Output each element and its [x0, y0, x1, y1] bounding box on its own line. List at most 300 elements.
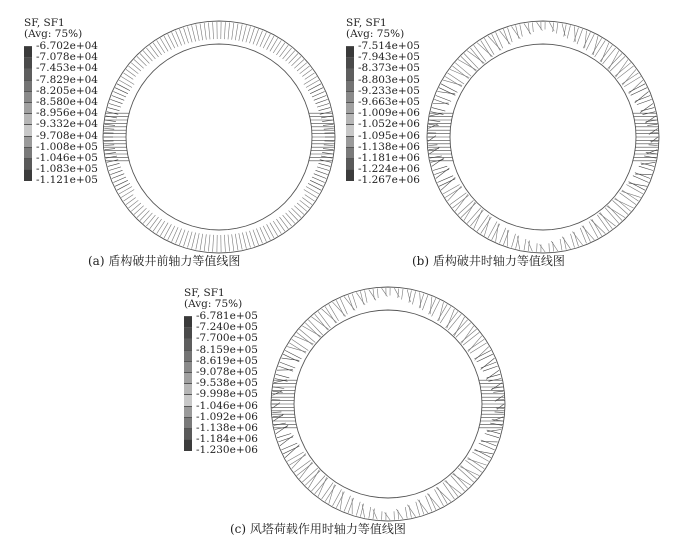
legend-title: SF, SF1 — [184, 287, 225, 299]
contour-line — [520, 24, 523, 36]
contour-line — [429, 120, 440, 122]
contour-line — [283, 48, 292, 59]
contour-line — [286, 51, 295, 62]
contour-line — [432, 108, 446, 112]
caption-b: (b) 盾构破井时轴力等值线图 — [412, 254, 565, 268]
contour-line — [591, 220, 606, 234]
contour-line — [319, 163, 331, 166]
contour-line — [437, 487, 447, 504]
contour-ring-a — [100, 18, 338, 256]
contour-line — [134, 206, 144, 215]
contour-line — [213, 22, 214, 39]
contour-line — [430, 297, 432, 315]
legend-value: -1.083e+05 — [36, 163, 98, 176]
legend-value: -1.224e+06 — [358, 163, 420, 176]
contour-line — [282, 358, 300, 360]
contour-line — [192, 25, 196, 41]
contour-line — [495, 412, 504, 413]
legend-value: -8.580e+04 — [36, 96, 98, 108]
contour-line — [308, 470, 319, 489]
contour-line — [557, 23, 558, 34]
contour-line — [294, 460, 310, 472]
contour-line — [429, 298, 436, 314]
ring-inner-edge — [450, 44, 636, 230]
contour-line — [382, 288, 388, 296]
contour-line — [276, 43, 285, 55]
contour-line — [242, 25, 246, 41]
legend-subtitle: (Avg: 75%) — [24, 28, 83, 40]
legend-value: -9.332e+04 — [36, 118, 98, 131]
legend-value: -1.184e+06 — [196, 433, 258, 446]
contour-ring-c — [268, 284, 508, 524]
contour-line — [336, 492, 344, 508]
contour-line — [239, 24, 242, 40]
contour-line — [537, 243, 538, 252]
contour-line — [323, 124, 333, 125]
contour-line — [483, 366, 498, 371]
contour-line — [105, 152, 116, 154]
legend-value: -7.943e+05 — [358, 51, 420, 64]
contour-line — [626, 185, 643, 194]
contour-line — [228, 235, 230, 252]
contour-line — [412, 291, 415, 304]
contour-line — [200, 234, 203, 251]
contour-line — [430, 113, 443, 116]
contour-line — [409, 505, 412, 517]
contour-line — [246, 26, 251, 42]
contour-line — [105, 149, 115, 150]
legend-value: -9.998e+05 — [196, 388, 258, 401]
contour-line — [369, 507, 371, 518]
contour-line — [562, 237, 570, 249]
ring-inner-edge — [126, 44, 312, 230]
contour-line — [150, 45, 159, 57]
contour-line — [609, 51, 619, 70]
legend-value: -6.702e+04 — [36, 40, 98, 52]
contour-line — [109, 104, 121, 108]
contour-line — [276, 374, 289, 378]
ring-inner-edge — [294, 310, 482, 498]
contour-line — [131, 63, 141, 71]
contour-line — [104, 129, 114, 130]
legend-value: -9.663e+05 — [358, 96, 420, 108]
contour-line — [224, 22, 225, 39]
contour-line — [532, 23, 533, 33]
contour-line — [629, 84, 645, 93]
contour-line — [110, 99, 122, 103]
contour-line — [235, 234, 238, 251]
contour-line — [289, 211, 298, 221]
contour-line — [407, 505, 415, 517]
contour-line — [153, 43, 162, 55]
contour-line — [208, 235, 210, 252]
contour-line — [356, 502, 360, 516]
contour-line — [624, 77, 641, 87]
contour-line — [439, 88, 455, 96]
contour-line — [283, 354, 299, 362]
contour-line — [208, 23, 210, 40]
legend-b — [346, 18, 404, 40]
contour-line — [283, 215, 292, 226]
contour-line — [276, 219, 285, 231]
contour-line — [239, 233, 242, 249]
contour-line — [433, 166, 447, 170]
contour-line — [273, 221, 281, 234]
contour-line — [294, 60, 304, 69]
legend-value: -7.514e+05 — [358, 40, 420, 52]
contour-line — [352, 294, 357, 309]
contour-line — [356, 292, 365, 305]
contour-line — [405, 507, 407, 518]
contour-line — [446, 480, 458, 496]
contour-line — [146, 215, 155, 226]
ring-outer-edge — [271, 287, 505, 521]
contour-line — [468, 336, 482, 352]
legend-value: -9.233e+05 — [358, 84, 420, 97]
contour-line — [485, 434, 499, 438]
legend-value: -8.373e+05 — [358, 62, 420, 75]
contour-line — [286, 213, 295, 224]
contour-line — [153, 219, 162, 231]
contour-line — [273, 416, 283, 417]
contour-line — [629, 182, 645, 191]
legend-value: -7.078e+04 — [36, 51, 98, 64]
contour-line — [192, 233, 196, 249]
contour-line — [540, 244, 546, 252]
contour-line — [450, 193, 466, 205]
contour-line — [492, 224, 500, 240]
contour-line — [373, 289, 374, 300]
contour-line — [188, 232, 193, 248]
contour-line — [306, 187, 319, 194]
contour-line — [263, 34, 270, 48]
contour-line — [204, 234, 206, 251]
legend-value: -1.138e+06 — [358, 140, 420, 153]
contour-line — [283, 446, 299, 454]
contour-line — [622, 69, 636, 85]
contour-line — [294, 206, 304, 215]
contour-line — [464, 202, 475, 221]
contour-line — [232, 234, 234, 251]
contour-line — [651, 137, 658, 142]
legend-value: -7.453e+04 — [36, 62, 98, 75]
contour-line — [385, 512, 391, 520]
contour-line — [246, 232, 251, 248]
contour-line — [302, 326, 321, 337]
contour-line — [110, 170, 122, 174]
contour-line — [134, 60, 144, 69]
contour-line — [586, 34, 594, 50]
contour-line — [488, 222, 497, 239]
contour-line — [475, 347, 489, 361]
contour-line — [443, 483, 455, 500]
legend-a — [24, 18, 82, 40]
contour-line — [270, 223, 278, 236]
legend-value: -1.046e+05 — [36, 152, 98, 164]
contour-line — [458, 60, 477, 71]
contour-line — [270, 38, 278, 51]
contour-line — [439, 179, 455, 187]
caption-c: (c) 风塔荷载作用时轴力等值线图 — [230, 522, 406, 536]
contour-line — [432, 158, 444, 167]
contour-line — [437, 92, 455, 94]
legend-value: -1.052e+06 — [358, 118, 420, 131]
contour-line — [577, 29, 583, 44]
contour-line — [585, 31, 587, 48]
legend-swatch — [24, 169, 32, 181]
contour-line — [614, 199, 633, 208]
contour-line — [516, 25, 519, 38]
legend-value: -1.008e+05 — [36, 140, 98, 153]
contour-line — [272, 412, 281, 413]
contour-line — [474, 451, 492, 454]
contour-line — [137, 56, 147, 65]
contour-line — [104, 145, 114, 146]
contour-line — [645, 116, 656, 123]
legend-value: -6.781e+05 — [196, 310, 258, 322]
contour-line — [336, 300, 344, 316]
contour-line — [228, 23, 230, 40]
legend-value: -9.708e+04 — [36, 129, 98, 142]
contour-line — [644, 156, 656, 158]
legend-value: -1.121e+05 — [36, 174, 98, 187]
contour-line — [496, 224, 499, 242]
contour-line — [493, 391, 503, 392]
contour-line — [140, 54, 149, 64]
contour-line — [292, 454, 306, 469]
contour-line — [304, 77, 317, 85]
contour-line — [164, 224, 171, 238]
contour-line — [468, 339, 485, 350]
legend-value: -8.803e+05 — [358, 73, 420, 86]
contour-line — [317, 104, 329, 108]
contour-line — [549, 243, 550, 252]
contour-line — [250, 28, 255, 44]
contour-line — [583, 32, 590, 48]
contour-line — [428, 145, 437, 146]
contour-line — [267, 36, 274, 50]
contour-line — [112, 174, 124, 179]
contour-line — [360, 291, 363, 304]
contour-line — [321, 116, 332, 118]
contour-line — [119, 187, 132, 194]
contour-line — [196, 24, 199, 40]
contour-line — [314, 96, 326, 101]
contour-line — [280, 217, 289, 229]
contour-line — [113, 177, 126, 183]
contour-line — [454, 317, 464, 336]
contour-line — [312, 177, 325, 183]
contour-line — [635, 174, 652, 175]
contour-line — [512, 234, 516, 248]
legend-value: -1.138e+06 — [196, 422, 258, 434]
contour-line — [146, 48, 155, 59]
contour-line — [365, 290, 368, 302]
contour-line — [184, 231, 189, 247]
legend-swatch — [346, 169, 354, 181]
contour-line — [441, 84, 457, 93]
contour-line — [297, 63, 307, 71]
contour-line — [299, 462, 312, 479]
legend-value: -7.700e+05 — [196, 332, 258, 345]
contour-line — [278, 366, 293, 371]
contour-line — [422, 295, 428, 310]
contour-line — [537, 22, 543, 30]
legend-value: -9.078e+05 — [196, 366, 258, 378]
contour-line — [314, 174, 326, 179]
contour-line — [184, 28, 189, 44]
contour-line — [641, 108, 655, 112]
contour-line — [168, 226, 175, 240]
contour-line — [292, 208, 302, 217]
contour-line — [324, 145, 334, 146]
contour-line — [108, 108, 120, 111]
contour-line — [468, 458, 485, 469]
contour-line — [168, 34, 175, 48]
contour-line — [512, 26, 521, 39]
contour-line — [213, 235, 214, 252]
contour-line — [164, 36, 171, 50]
contour-line — [497, 404, 504, 409]
contour-line — [276, 425, 288, 434]
contour-line — [475, 449, 491, 458]
contour-line — [528, 23, 529, 34]
contour-line — [467, 51, 484, 64]
contour-line — [444, 481, 461, 494]
legend-title: SF, SF1 — [346, 17, 387, 29]
legend-value: -1.267e+06 — [358, 174, 420, 187]
contour-line — [445, 187, 462, 197]
contour-line — [447, 309, 455, 328]
contour-line — [622, 190, 639, 201]
contour-line — [467, 459, 486, 465]
contour-line — [311, 317, 329, 330]
contour-line — [140, 211, 149, 221]
contour-line — [452, 474, 470, 485]
legend-value: -1.181e+06 — [358, 152, 420, 164]
contour-line — [472, 452, 489, 461]
ring-outer-edge — [103, 21, 335, 253]
contour-line — [369, 290, 376, 301]
contour-line — [560, 239, 562, 250]
legend-value: -8.159e+05 — [196, 343, 258, 356]
contour-line — [524, 24, 531, 35]
contour-line — [112, 96, 124, 101]
legend-value: -7.829e+04 — [36, 73, 98, 86]
contour-line — [398, 289, 399, 299]
contour-line — [224, 235, 225, 252]
contour-line — [492, 34, 500, 50]
contour-line — [143, 51, 152, 62]
contour-line — [108, 163, 120, 166]
legend-subtitle: (Avg: 75%) — [346, 28, 405, 40]
contour-line — [517, 236, 520, 249]
contour-line — [470, 343, 487, 353]
contour-line — [204, 23, 206, 40]
contour-line — [105, 120, 116, 122]
contour-line — [486, 370, 499, 379]
ring-outer-edge — [427, 21, 659, 253]
contour-line — [629, 80, 643, 94]
contour-line — [432, 300, 440, 316]
contour-line — [235, 24, 238, 41]
contour-ring-b — [424, 18, 662, 256]
contour-line — [599, 213, 616, 226]
contour-line — [508, 28, 513, 42]
contour-line — [322, 309, 338, 323]
contour-line — [109, 167, 121, 171]
contour-line — [263, 226, 270, 240]
legend-value: -1.046e+06 — [196, 399, 258, 412]
contour-line — [647, 124, 657, 125]
contour-line — [306, 80, 319, 87]
contour-line — [323, 149, 333, 150]
contour-line — [600, 212, 612, 228]
contour-line — [616, 60, 628, 78]
contour-line — [481, 40, 492, 57]
contour-line — [196, 233, 199, 249]
contour-line — [622, 73, 639, 84]
legend-value: -1.230e+06 — [196, 444, 258, 457]
contour-line — [292, 56, 302, 65]
contour-line — [564, 237, 567, 249]
contour-line — [277, 434, 291, 438]
contour-line — [571, 234, 575, 248]
contour-line — [121, 190, 134, 198]
contour-line — [160, 38, 168, 51]
contour-line — [429, 149, 439, 150]
contour-line — [340, 492, 343, 510]
legend-value: -1.092e+06 — [196, 410, 258, 423]
contour-line — [325, 307, 336, 324]
contour-line — [646, 120, 657, 122]
legend-subtitle: (Avg: 75%) — [184, 298, 243, 310]
contour-line — [475, 350, 491, 359]
contour-line — [121, 77, 134, 85]
contour-line — [160, 223, 168, 236]
contour-line — [285, 350, 301, 359]
contour-line — [553, 23, 554, 33]
contour-line — [567, 25, 570, 38]
legend-value: -8.619e+05 — [196, 354, 258, 367]
contour-line — [597, 215, 609, 232]
contour-line — [131, 203, 141, 211]
contour-line — [402, 289, 403, 300]
caption-a: (a) 盾构破井前轴力等值线图 — [88, 254, 241, 268]
contour-line — [637, 99, 652, 104]
contour-line — [455, 194, 468, 211]
contour-line — [377, 289, 378, 299]
contour-line — [200, 24, 203, 41]
contour-line — [434, 99, 449, 104]
contour-line — [188, 26, 193, 42]
contour-line — [607, 206, 625, 218]
legend-c — [184, 288, 242, 310]
contour-line — [289, 455, 306, 465]
contour-line — [317, 167, 329, 171]
contour-line — [119, 80, 132, 87]
contour-line — [319, 108, 331, 111]
legend-value: -7.240e+05 — [196, 321, 258, 334]
contour-line — [289, 54, 298, 64]
contour-line — [267, 224, 274, 238]
contour-line — [137, 208, 147, 217]
contour-line — [297, 203, 307, 211]
legend-title: SF, SF1 — [24, 17, 65, 29]
legend-value: -8.956e+04 — [36, 107, 98, 120]
contour-line — [113, 92, 126, 98]
contour-line — [322, 120, 333, 122]
